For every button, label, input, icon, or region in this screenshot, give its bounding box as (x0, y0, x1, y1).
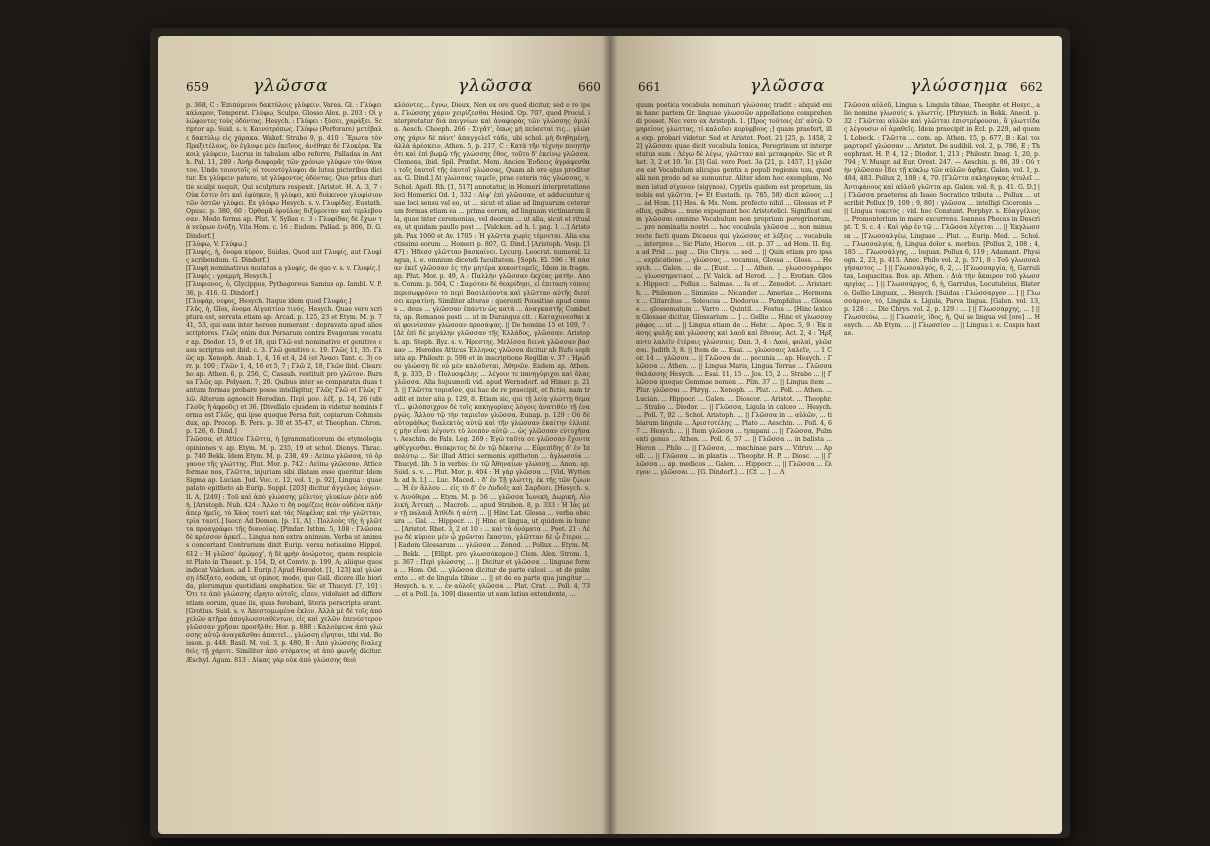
page-number-659: 659 (186, 80, 209, 94)
right-page-header (610, 76, 1062, 100)
page-number-661: 661 (638, 80, 661, 94)
running-head-right-2: γλώσσημα (910, 76, 1009, 96)
right-page-column-2: Γλῶσσα αὐλοῦ, Lingua s. Lingula tibiae, Theophr. et Hesyc., alio nomine γλωσσίς s. γλωττίς. [Phrynich. in Bekk. Anecd. p. 32 : Γλῶτται αὐλῶν καὶ γλῶτται ἐπιστρέφουσαι, ἃ γλωττίδας λέγουσιν οἱ ἀμαθεῖς. Idem praecipit in Ecl. p. 229, ad quem I. Lobeck. : Γλῶττα ... com. ap. Athen. 15, p. 677, B : Καὶ τοι μαρτυρεῖ γλώσσαν ... Aristot. De audibil. vol. 2, p. 786, E ; Theophrast. H. P. 4, 12 ; Diodor. 1, 213 ; Philostr. Imag. 1, 20, p. 794 ; V. Musgr. ad Eur. Orest. 247. — Aeschin. p. 86, 39 : Οὐ τὴν γλῶσσαν ἔδει τῇ κύκλῳ τῶν αὐλῶν ἀφῆκε. Galen. vol. 1, p. 484, 483. Pollux 2, 108 ; 4, 70. [Γλῶττα σκληρυγκας ἀτυλεῖ ... Ἀντιφάνους καὶ αὐλοῦ γλῶττα ap. Galen. vol. 8, p. 41. G. D.] || Γλῶσσα praeterea ab Isaeo Socratico tributa ... Pollux ... ut scribit Pollux [9, 109 ; 9, 80] : γλῶσσα ... intelligi Ciceronis ... || Lingua τοκετός : vid. hoc Constant. Porphyr. s. Εὐαγγέλιος ... Promontorium in mare excurrens. Ioannes Phocas in Descript. T. S. c. 4 : Καὶ γὰρ ἐν τῷ ... Γλῶσσα λέγεται ... || Ἐκγλωσσια ... [Γλωσσαλγέω, Linguae ... Plut. ... Eurip. Med. ... Schol. ... Γλωσσαλγία, ἡ, Lingua dolor s. morbus. [Pollux 2, 108 ; 4, 185 ... Γλωσσάλγης, ... loquax. Pollux 6, 119 ; Adamant. Physiogn. 2, 23, p. 415. Anec. Philo vol. 2, p. 571, 8 : Τοῦ γλωσσαλγήσαντος ... ] || Γλωσσαλγός, 6, 2, ... [Γλωσσαργία, ἡ, Garrulitas, Loquacitas. Bos. ap. Athen. : Διὰ τὴν ἄκαιρον τοῦ γλωσσαργίας ... ] || Γλωσσάργος, 6, ἡ, Garrulus, Locutuleius, Blatero. Gellio Linguax, ... Hesych. [Suidas : Γλώσσαργον ... ] || Γλωσσάριον, τό, Lingula s. Ligula, Parva lingua. [Galen. vol. 13, p. 128 : ... Dio Chrys. vol. 2, p. 129 : ... ] || Γλωσσάρχης, ... ] || Γλωσσεύω, ... || Γλωσσίς, ἰδος, ἡ, Qui se lingua vel [ore] ... Hesych. ... Ab Etym. ... || Γλωσσίον ... || Lingua i. e. Cuspis hastae. (844, 102, 1042, 338)
book-gutter (602, 36, 618, 834)
page-number-660: 660 (578, 80, 601, 94)
running-head-left-1: γλῶσσα (253, 76, 329, 96)
left-page-column-2: κλύοντες... ἔγνω, Dieux, Non ex ore quod dicitur, sed e re ipsa. Γλώσσης χάριν χειρίζεσθαι Hesiod. Op. 707, quod Procul. interpretatur διὰ παιγνίων καὶ ἀναφοράς τῶν γλώσσης ὁμιλίᾳ. Aesch. Choeph. 266 : Σιγᾶτ', ὅπως μὴ πεύσεταί τις... γλώσσης χάριν δὲ πάντ' ἀπαγγελεῖ τάδε, ubi schol. μὴ διηθημένῃ, ἀλλὰ ἀρέσκειν. Athen. 5, p. 217, C : Κατὰ τῆν τέχνην ποιητὴν ὅτι καὶ ἐπὶ βωμῷ τῆς γλώσσης ἔθος, τοῦτο δ' ἐκείνῳ γλῶσσα. Clemens, ibid. Spil. Præfat. Mem. Ancien Ἐνδεεις ἀγράφεσθαι τοῖς ἑαυτοῖ τῆς ἑαυτοῖ γλώσσας, Quam ab ore ejus proditeras. G. Dind.] At γλώσσας ταμεῖν, prae ceteris τάς γλώσσας, v. Schol. Apoll. Rh. [1, 517] annotatur, in Homeri interpretatione loci Homerici Od. 1, 332 : Αἰψ' ἐπὶ γλῶσσαν, et adducuntur quae loci sensu vel eo, ut ... sicut et aliae ad linguarum ceterarum formas etiam ea ... prima eorum, ad linguam victimarum illa, quae inter ceremonias, vel deorum ... ut alia, sicut et rituales, ut quidam paullo post ... [Valcken. ad h. l. pag. 1 ...] Aristoph. Pax 1060 et Av. 1705 : Ἡ γλῶττα χωρὶς τέμνεται. Alia exactissimi eorum ... Homeri p. 807, G. Dind.] [Aristoph. Vesp. [347] : Ἡδεσσ γλῶτταν βασκαίνει. Lycurg. Leocrat. numeral. Lingua, i. e. omnium dicendi facultatem. [Soph. El. 596 : Ἡ πάσαν ἐκεῖ γλῶσσαν ἐς τὴν μητέρα κακοστομεῖς, Idem in fragm. ap. Plut. Mor. p. 49, A : Παλλὴν γλῶσσαν ἐκχέας ματήν. Anon. Comm. p. 504, C : Σαμόταν δὲ θεαρίδησι, εἰ ἐπιταση τόποις περισωφρόνιν τὸ περὶ Βασιλεύοντα καὶ γλῶτταν αὐτῆς διεσίσει κερατίνῃ. Similiter alterae : querenti Poissitiae apud comes ... deus ... γλῶσσαν ἐπάντυ ὡς κατὰ ... ἀναγκαστῆς Combetts, ap. Romanos posti ... ut in Durangus cit. : Καταχυνεσθαι καὶ φοινίσσαν γλώσσαν προσάψας. || De homine 15 et 109, 7 : [Δὲ ἐπὶ δὲ μεγάλην γλῶσσαν τῆς Ἑλλάδος, γλῶσσαν. Aristoph. ap. Steph. Byz. s. v. Ἠρεστης. Μελίσσα δεινὰ γλῶσσαν βασκαν ... Herodes Atticus Ἑλληνας γλῶσσα dicitur ab Rufo sophista ap. Philostr. p. 598 et in inscriptione Regillæ v. 37 : Ἡρώδου γλώσσῃ δὲ οὐ μὲν καλοῦνται, Ἀθηνῶν. Eadem ap. Athen. 8, p. 335, D : Πολυσφέλης ... λέγοιν τε πανηγύριχοι καὶ ὅλας γλῶσσα. Alia hujusmodi vid. apud Wernsdorf. ad Himer. p. 213. || Γλῶττα τομιαῖον, qui hac de re praecipit, et fictio, nam tradit et inter alia p. 129, 8. Etiam sic, qui τῇ λείᾳ γλώττῃ θεματῖ... φιλόπσιχρον δὲ τοῖς κακηγορίαις λόγοις ἀνατιθέν τῇ ἐναργώς. Ἄλλου τῷ τὴν ταμιεῖον γλῶσσα. Eunap. p. 129 : Οὐ δὲ αὐτομάθως διαλεκτὸς αὐτῷ καὶ τῆν γλώσσαν ἐκαίτην ἑλλιπὲς μὴν εἶναι λέγοντι τὸ λοιπὸν αὐτῷ ... ὡς γλῶσσαν εὐτυχῆσαι. Aeschin. de Fals. Leg. 269 : Ἐγὼ ταῦτα σε γλῶσσαν ἔχοντα φθέγγεσθαι. Θεόκριτος δὲ ἐν τῷ δέκατῳ ... Εὐριπίδης δ' ἐν Ἱππολύτῳ ... Sic illud Attici sermonis epitheton ... ἀγλωσσία ... Thucyd. lib. 5 in verbis: ἐν τῷ Ἀθηναίων γλώσσῃ ... Anon. ap. Suid. s. v. ... Plut. Mor. p. 404 : Ἡ γὰρ γλῶσσα ... [Vid. Wyttenb. ad h. l.] ... Luc. Maced. : δ' ἐν Τῇ γλώττῃ, ἐκ τῆς τῶν ζῴων ... Ἡ ἐν ἄλλου ... εἰς τὸ δ' ἐν Λυδοῖς καὶ Σαρδεσι. [Hesych. s. v. Λινόθερα ... Etym. M. p. 56 ... γλῶσσα Ἰωνική, Δωρική, Αἰολική, Ἀττική ... Macrob. ... apud Strabon. 8, p. 333 : Ἡ Ἰὰς μὲν τῇ παλαιᾷ Ἀτθίδι ἡ αὐτή ... || Hinc Lat. Glossa ... verba obscura ... Gal. ... Hippocr. ... || Hinc et lingua, ut quidem in hunc ... [Aristot. Rhet. 3, 2 et 10 : ... καὶ τὰ ὀνόματα ... Poet. 21 : Λέγω δὲ κύριον μὲν ᾧ χρῶνται ἕκαστοι, γλῶτταν δὲ ᾧ ἕτεροι ... ] Eadem Glossarum ... γλῶσσα ... Zenod. ... Pollux ... Etym. M. ... Bekk. ... [Ellipt. pro γλωσσόκομον.] Clem. Alex. Strom. 1, p. 367 : Περὶ γλώσσης ... || Dicitur et γλῶσσα ... linguae forma ... Hom. Od. ... γλῶσσα dicitur de parte calcei ... et de pulmento ... et de lingula tibiae ... || et de ea parte qua jungitur ... Hesych. s. v. ... ἐν αὐλοῖς γλῶσσα ... Plat. Crat. ... Poll. 4, 73 ... et a Poll. [a. 109] dissentio ut eam latius extendente, ... (394, 102, 592, 599)
left-page (158, 36, 610, 834)
open-book (150, 28, 1070, 838)
left-page-header (158, 76, 610, 100)
running-head-left-2: γλῶσσα (458, 76, 534, 96)
left-page-column-1: p. 368, C : Ἐπιπόμενοι δακτύλοις γλύφειν. Varea. Gl. : Γλύφει κάλαμον, Temperat. Γλύφω, Sculpo. Glosso Alex. p. 203 : Οἱ γλώφοντες τοὺς ὀδόντας. Hesych. : Γλύφει : ξύσει, χαράξει. Scriptor ap. Suid. s. v. Καινοτρόπως. Γλύφω (Perforare) μετέβαλε δακτύλῳ εἰς χάρακα. Wakef. Strabo 9, p. 410 : Ἔρωτα τὸν Πραξιτέλους, ὃν ἐγλυψε μὲν ἐκεῖνος, ἀνέθηκε δὲ Γλυκέρα. Ἐκκοιλ γλύφειν, Lucrus in tabulam albo referre, Palladas in Anth. Pal. 11, 289 : Ἀνὴρ διαφορᾶς τῶν χρόνων γλύφων τὸν θάνατον. Unde τοιουτοῖς οἱ τοιουτόγλυφοι de lutea pictoribus dicitur. Ex γλύφειν patere, ut γλύφοντος ὀδόντας. Quo prius duritie scalpi nequit, Qui sculptura respexit. [Aristot. H. A. 3, 7 : Οὐκ ἔστιν ὅτι καὶ ἐφύηκεν, ἢ γλύφει, καὶ διάκενον γλυφίσιον τῶν ὀστῶν γλύφει. Ex γλύφω Hesych. s. v. Γλυφίδες. Eustath. Opusc. p. 380, 60 : Ὀρθομᾶ ὀρούλας διξύμοιταν καὶ τερλεβουσαν. Modo forma ap. Plut. V. Syllae c. 3 : Γλυφίδας δὲ ἔχων τὰ νεύρων ἐνόξη. Vita Hom. c. 16 : Eudem. Pallad. p. 806, D. G. Dindorf.] [Γλύφω, V. Γλύφω.] [Γλυφίς, ἡ, ὄνομα κύρον, Suidas. Quod aut Γλυφίς, aut Γλυφίς scribendum. G. Dindorf.] [Γλυφὴ nominativus mutatus a γλυφίς, de quo v. s. v. Γλυφίς.] [Γλυφὶς : γραμμὴ, Hesych.] [Γλυφιονος, ὁ, Glycippus, Pythagoreus Samius ap. Iambl. V. P. 36, p. 416. G. Dindorf.] [Γλυφάρ, νεφος, Hesych. Itaque idem quod Γλυφάς.] Γλῦς, ἡ, Glos, ὄνομα Αἰγυπτίου τινός. Hesych. Quae vero scriptura est, servata etiam ap. Arcad. p. 125, 23 et Etym. M. p. 741, 53, qui eam inter heroes numerant : depravata apud alios scriptores. Γλῶς enim dux Persarum contra Evagoram vocatur ap. Diodor. 15, 9 et 18, qui Γλῶ est nominativo et genitivo casu scriptus est ibid. c. 3. Γλῶ genitivo c. 19. Γλῶς 11, 35. Γλῶς ap. Xenoph. Anab. 1, 4, 16 et 4, 24 (et Ἄνασι Tant. c. 3) corr. p. 100 ; Γλῶν 1, 4, 16 et 5, 7 ; Γλῶ 2, 18, Γλῶν ibid. Clearcho ap. Athen. 6, p. 256, C, Casaub. restituit pro γλῶτον. Bursus Γλῶς ap. Polyaen. 7, 20. Quibus inter se comparatis duas tantum formas probare posse intelligitur, Γλῶς Γλῶ et Γλῶς Γλῶ. Alterum agnoscit Herodian. Περὶ μον. λέξ. p. 14, 26 (ubi Γλοῦς ἢ ἀφροῦς) et 36. [Divellalo cjusdem in videtur nominis forma est Γλῶς, qui ipse quoque Persa fuit, copiarum Cohmsis dux, ap. Procop. B. Pers. p. 30 et 35-47, et Theophan. Chron. p. 126, 6. Dind.] Γλῶσσα, et Attice Γλῶττα, ἡ [grammaticorum de etymologia opiniones v. ap. Etym. M. p. 235, 19 et schol. Dionys. Thrac. p. 740 Bekk. Idem Etym. M. p. 238, 49 : Λείπω γλῶσσα, τὸ ὄργανον τῆς γλώττης. Plut. Mor. p. 742 : Λείπω γλῶσσαν. Attice formae nos, Γλῶττα, injuriam sibi illatam esse queritur Idem Sigma ap. Lucian. Jud. Voc. c. 12, vol. 1, p. 92], Lingua : quae palato epitheto ab Eurip. Suppl. [203] dicitur ἄγγελος λόγων. Il. A, [249] : Τοῦ καὶ ἀπὸ γλώσσης μέλιτος γλυκίων ῥέεν αὐδή. [Aristoph. Nub. 424 : Ἄλλο τι δὴ νομίζεις θεὸν οὐδένα πλὴν ἅπερ ἡμεῖς, τὸ Χάος τουτὶ καὶ τὰς Νεφέλας καὶ τὴν γλῶτταν, τρία ταυτί.] Isocr. Ad Demon. [p. 11, A] : Πολλοὺς τῆς ἡ γλῶττα προαγράφει τῆς διανοίας. [Pindar. Isthm. 5, 108 : Γλῶσσα δὲ κρέσσον ἀρκεῖ... Lingua non extra animum. Verba ut animus concertant Contrarium dixit Eurip. versu notissimo Hippol. 612 : Ἡ γλῶσσ' ὀμώμοχ', ἡ δὲ φρὴν ἀνώμοτος, quem respicient Plato in Theaet. p. 154, D, et Conviv. p. 199, A; aliique quos indicat Valcken. ad I. Eurip.] Apud Herodot. [1, 123] καὶ γλώσσῃ ἐδέξατο, eodem, ut opinor, modo, quo Gall. dicere ille biorida, plerumque quotidiani emphatice. Sic et Thucyd. [7, 10] : Ὅτι τε ἀπὸ γλώσσης εἴρητο αὐτοῖς, εἶπεν, vidoluiet ad differentiam eorum, quae iis, quas ferebant, literis perscripta erant. [Grotius. Suid. s. v. Ἀπεστομωμένα ἐκλιν. Ἀλλὰ μὲ δὲ τοῖς ἀπό χελῶν κτῆμα ἀπογλωσσιαθέντων, εἰς καὶ χελῶν ἐπενέστερον γλῶσσαν χρῆσαι προσῆλθε: Hor. p. 888 : Καλούμενα ἀπὸ γλώσσης αὐτῷ ἀναγκᾶσθαι ἀπαιτεῖ... γλώσσῃ εἴρηται, tibi vid. Boisson. p. 448. Basil. M. vol. 3, p. 480, B : Ἀπὸ γλώσσης διαλεχθεὶς τῇ χάριτι. Similiter ἀπὸ στόματος et ἀπὸ φωνῆς dicitur. Æschyl. Agam. 813 : Δίκας γὰρ οὐκ ἀπὸ γλώσσης θεοὶ (186, 102, 383, 664)
right-page-column-1: quum poetica vocabula nominari γλώσσας tradit : aliquid enim hanc partem Gr. linguae γλωσσῶν appellatione comprehendi posset. Nec vero ex Aristoph. 1. [Προς τούτοις ἐπ' αὐτῷ. Ὁμηρείους γλώττας, τί καλοῦσι κορύμβους ;] quam praefert, illa exp. probari videtur. Sed et Aristot. Poet. 21 [25, p. 1458, 22] γλῶσσαι quae dicit vocabula Ionica, Peregrinum ut interpretatus sum : Λέγω δὲ λέγω, γλῶτταν καὶ μεταφοράν. Sic et Rhet. 3, 2 et 10. Ἰσ. [3] Gal. vero Poet. 3a [21, p. 1457, 1] γλῶσσα est Vocabulum alicujus gentis a populi regionis usu, quod alii non prodo ad se sumuntur. Aliter idem hoc exemplum, Nomen istud σίγυνον (sigynos), Cypriis quidem est proprium, iis nobis est γλῶττα. [= Et Eustath. (p. 785, 58) dicit κῶνος ...] ... ad Hom. [1] Hes. & Ms. Nom. profecto nihil ... Glossas et Pollux, quibus ... nune expugnant hoc Aristotelici. Significat enim γλῶσσαι omnino Vocabulum non proprium peregrinorum, ... pro nominatis nostri ... hoc vocabula γλῶσσα ... non minus recte facti quam Dicaeus qui γλώσσας et λέξεις ... vocabula ... interpres ... Sic Plato, Hieron ... cit. p. 37 ... ad Hom. II. Eq. a ad Prid ... pag ... Dio Chrys. ... sed ... || Quin etiam pro ipsa ... explicatione ... γλώσσας ... vocamus, Glossa ... Gloss. ... Hesych. ... Galen. ... de ... [Eust. ... ] ... Athen. ... γλωσσογράφοι ... γλωσσηματικοί ... [V. Valck. ad Herod. ... ] ... Erotian. Gloss. Hippocr. ... Pollux ... Salmas. ... Is et ... Zenodot. ... Aristarch. ... Philemon ... Simmias ... Nicander ... Amerias ... Hermonax ... Clitarchus ... Seleucus ... Diodorus ... Pamphilus ... Glossae ... glossematum ... Varro ... Quintil. ... Festus ... [Hinc lexicon Glossae dicitur, Glossarium ... ] ... Gellio ... Hinc et γλωσσογράφος ... ut ... || Lingua etiam de ... Hebr. ... Apoc. 5, 9 : Ἐκ πάσης φυλῆς καὶ γλώσσης καὶ λαοῦ καὶ ἔθνους. Act. 2, 4 : Ἤρξαντο λαλεῖν ἑτέραις γλώσσαις. Dan. 3, 4 : Λαοὶ, φυλαὶ, γλῶσσαι. Judith 3, 8. || Item de ... Esai. ... γλώσσαις λαλεῖν, ... 1 Cor. 14 ... γλῶσσα ... || Γλῶσσα de ... pecunia ... ap. Hesych. : Γλῶσσα ... Athen. ... || Lingua Maris, Lingua Terrae ... Γλῶσσα θαλάσσης Hesych. ... Esai. 11, 15 ... Jos. 15, 2 ... Strabo ... || Γλῶσσα quoque Gemmae nomen ... Plin. 37 ... || Lingua item ... Plur. γλῶσσαι ... Phryg. ... Xenoph. ... Plut. ... Poll. ... Athen. ... Lucian. ... Hippocr. ... Galen. ... Dioscor. ... Aristot. ... Theophr. ... Strabo ... Diodor. ... || Γλῶσσα, Ligula in calceo ... Hesych. ... Poll. 7, 92 ... Schol. Aristoph. ... || Γλῶσσα in ... αὐλῶν, ... tibiarum lingula ... Ἀριστοτέλης ... Plato ... Aeschin. ... Poll. 4, 67 ... Hesych. ... || Item γλῶσσα ... tympani ... || Γλῶσσα, Pulmenti genus ... Athen. ... Poll. 6, 57 ... || Γλῶσσα ... in balista ... Heron ... Philo ... || Γλῶσσα, ... machinae pars ... Vitruv. ... Apoll. ... || Γλῶσσα ... in plantis ... Theophr. H. P. ... Diosc. ... || Γλῶσσα ... ap. medicos ... Galen. ... Hippocr. ... || Γλῶσσα ... ἔλεγον ... γλῶσσαι ... [G. Dindorf.] ... [Cf. ... ] ... Λ (636, 102, 834, 477)
page-number-662: 662 (1020, 80, 1043, 94)
right-page (610, 36, 1062, 834)
running-head-right-1: γλῶσσα (750, 76, 826, 96)
